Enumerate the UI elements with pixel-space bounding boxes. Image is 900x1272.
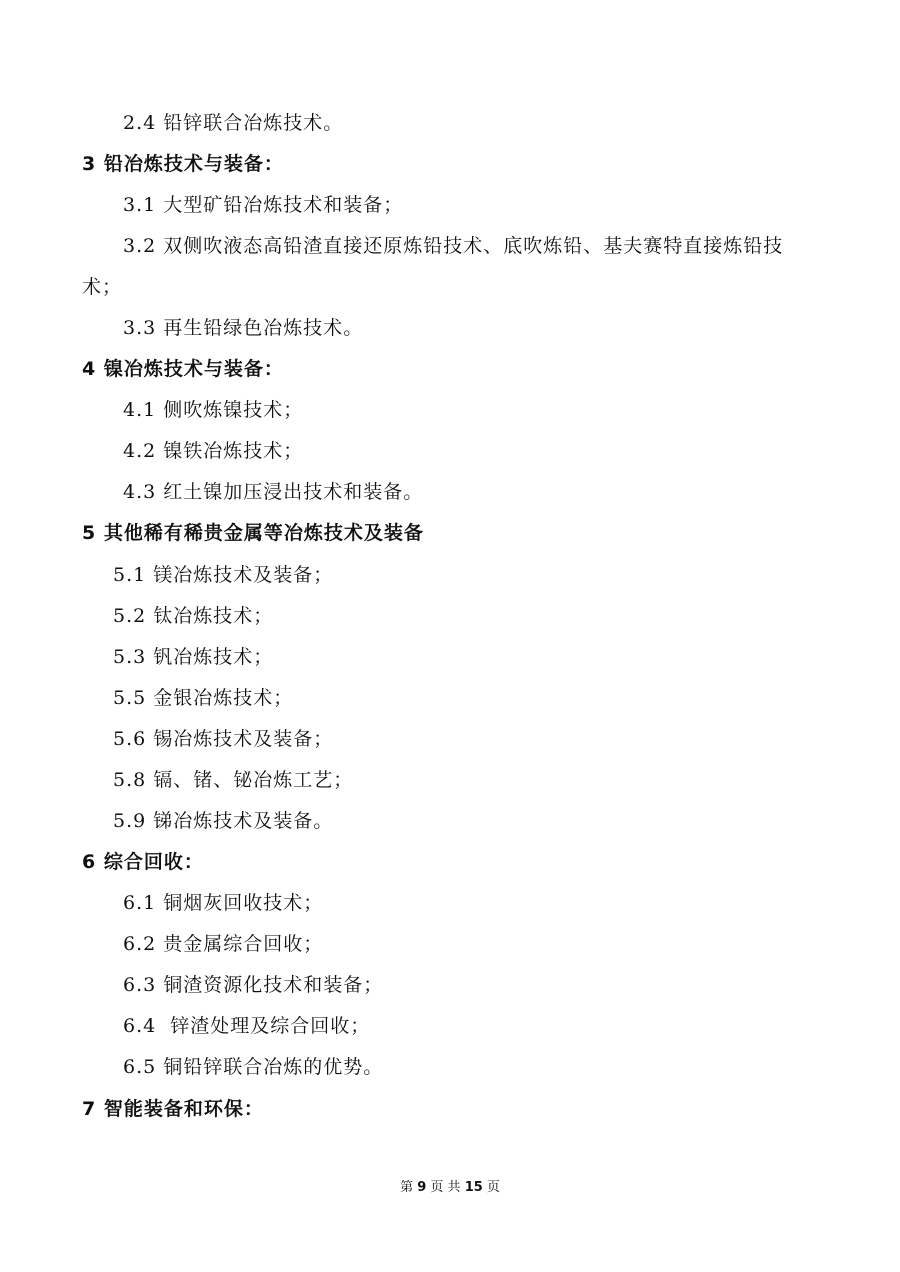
item-5-9: 5.9 锑冶炼技术及装备。 xyxy=(113,810,334,832)
item-5-3: 5.3 钒冶炼技术； xyxy=(113,646,274,668)
item-3-3: 3.3 再生铅绿色冶炼技术。 xyxy=(123,317,364,339)
page-footer xyxy=(0,1179,900,1197)
footer-total-pages: 15 xyxy=(464,1180,483,1195)
item-4-3: 4.3 红土镍加压浸出技术和装备。 xyxy=(123,481,424,503)
footer-suffix: 页 xyxy=(486,1180,500,1195)
item-5-2: 5.2 钛冶炼技术； xyxy=(113,605,274,627)
section-3-heading: 3 铅冶炼技术与装备： xyxy=(82,153,284,175)
section-6-heading: 6 综合回收： xyxy=(82,851,204,873)
section-5-heading: 5 其他稀有稀贵金属等冶炼技术及装备 xyxy=(82,522,424,544)
section-4-heading: 4 镍冶炼技术与装备： xyxy=(82,358,284,380)
section-7-heading: 7 智能装备和环保： xyxy=(82,1098,264,1120)
item-6-3: 6.3 铜渣资源化技术和装备； xyxy=(123,974,384,996)
item-5-8: 5.8 镉、锗、铋冶炼工艺； xyxy=(113,769,354,791)
item-4-1: 4.1 侧吹炼镍技术； xyxy=(123,399,304,421)
item-3-2-continued: 术； xyxy=(82,276,123,298)
item-2-4: 2.4 铅锌联合冶炼技术。 xyxy=(123,112,344,134)
item-5-6: 5.6 锡冶炼技术及装备； xyxy=(113,728,334,750)
item-5-5: 5.5 金银冶炼技术； xyxy=(113,687,294,709)
item-6-2: 6.2 贵金属综合回收； xyxy=(123,933,324,955)
footer-prefix: 第 xyxy=(400,1180,414,1195)
item-6-5: 6.5 铜铅锌联合冶炼的优势。 xyxy=(123,1056,384,1078)
item-3-2: 3.2 双侧吹液态高铅渣直接还原炼铅技术、底吹炼铅、基夫赛特直接炼铅技 xyxy=(123,235,784,257)
item-6-4: 6.4 锌渣处理及综合回收； xyxy=(123,1015,371,1037)
item-6-1: 6.1 铜烟灰回收技术； xyxy=(123,892,324,914)
item-3-1: 3.1 大型矿铅冶炼技术和装备； xyxy=(123,194,404,216)
item-4-2: 4.2 镍铁冶炼技术； xyxy=(123,440,304,462)
footer-middle: 页 共 xyxy=(430,1180,461,1195)
item-5-1: 5.1 镁冶炼技术及装备； xyxy=(113,564,334,586)
footer-page-number: 9 xyxy=(417,1180,427,1195)
